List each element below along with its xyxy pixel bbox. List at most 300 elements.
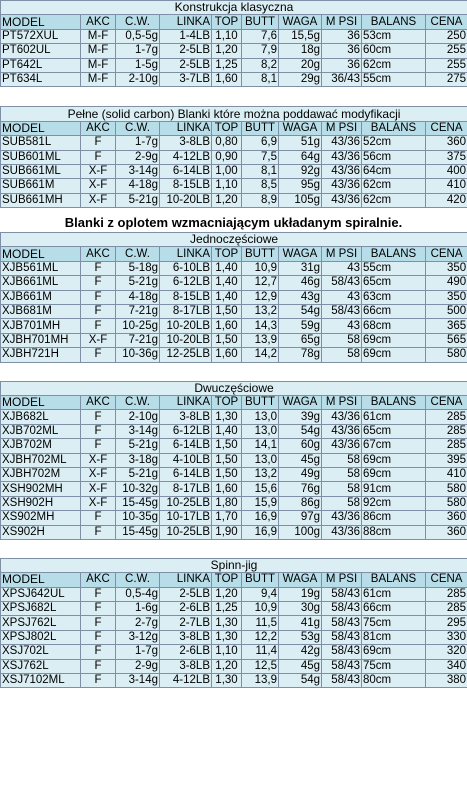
- cell-mpsi: 43/36: [322, 424, 362, 438]
- header-waga: WAGA: [279, 15, 322, 29]
- cell-waga: 31g: [279, 261, 322, 275]
- cell-top: 1,30: [212, 410, 242, 424]
- cell-akc: F: [81, 659, 116, 673]
- table-row: [1, 511, 467, 525]
- section-spacer: [0, 540, 467, 558]
- table-row: [1, 659, 467, 673]
- cell-butt: 13,0: [242, 453, 279, 467]
- table-row: [1, 179, 467, 193]
- cell-waga: 51g: [279, 136, 322, 150]
- cell-butt: 12,9: [242, 290, 279, 304]
- cell-linka: 2-5LB: [160, 58, 212, 72]
- cell-butt: 9,4: [242, 587, 279, 601]
- cell-linka: 4-12LB: [160, 150, 212, 164]
- cell-butt: 10,9: [242, 602, 279, 616]
- cell-balans: 65cm: [362, 424, 426, 438]
- table-row: [1, 630, 467, 644]
- table-row: [1, 496, 467, 510]
- header-row: [1, 15, 467, 29]
- cell-top: 1,60: [212, 482, 242, 496]
- cell-linka: 10-25LB: [160, 525, 212, 539]
- section-table: [0, 381, 467, 540]
- cell-top: 1,60: [212, 348, 242, 362]
- cell-waga: 45g: [279, 453, 322, 467]
- cell-waga: 18g: [279, 44, 322, 58]
- cell-model: SUB661M: [1, 179, 81, 193]
- cell-akc: M-F: [81, 44, 116, 58]
- cell-butt: 16,9: [242, 511, 279, 525]
- cell-balans: 64cm: [362, 164, 426, 178]
- cell-model: XSJ7102ML: [1, 674, 81, 688]
- cell-model: XPSJ682L: [1, 602, 81, 616]
- cell-cw: 3-18g: [116, 453, 160, 467]
- cell-cena: 420: [426, 193, 467, 207]
- cell-akc: F: [81, 616, 116, 630]
- cell-linka: 10-20LB: [160, 333, 212, 347]
- cell-model: SUB661MH: [1, 193, 81, 207]
- header-mpsi: M PSI: [322, 15, 362, 29]
- cell-linka: 2-6LB: [160, 602, 212, 616]
- cell-cena: 410: [426, 467, 467, 481]
- header-butt: BUTT: [242, 121, 279, 135]
- cell-waga: 41g: [279, 616, 322, 630]
- cell-cena: 285: [426, 410, 467, 424]
- cell-balans: 88cm: [362, 525, 426, 539]
- cell-mpsi: 43: [322, 290, 362, 304]
- cell-waga: 20g: [279, 58, 322, 72]
- header-cw: C.W.: [116, 395, 160, 409]
- cell-cw: 2-9g: [116, 659, 160, 673]
- cell-waga: 54g: [279, 305, 322, 319]
- cell-top: 1,20: [212, 193, 242, 207]
- cell-mpsi: 58/43: [322, 587, 362, 601]
- cell-top: 1,90: [212, 525, 242, 539]
- cell-balans: 62cm: [362, 193, 426, 207]
- section-table: [0, 232, 467, 363]
- cell-linka: 6-10LB: [160, 261, 212, 275]
- table-row: [1, 453, 467, 467]
- cell-model: PT634L: [1, 72, 81, 86]
- cell-top: 1,20: [212, 44, 242, 58]
- header-butt: BUTT: [242, 15, 279, 29]
- header-akc: AKC: [81, 573, 116, 587]
- section-table: [0, 558, 467, 689]
- header-butt: BUTT: [242, 573, 279, 587]
- header-row: [1, 573, 467, 587]
- header-cw: C.W.: [116, 573, 160, 587]
- cell-top: 1,60: [212, 72, 242, 86]
- cell-cw: 2-10g: [116, 72, 160, 86]
- cell-top: 1,50: [212, 305, 242, 319]
- cell-akc: X-F: [81, 193, 116, 207]
- cell-akc: X-F: [81, 333, 116, 347]
- header-balans: BALANS: [362, 121, 426, 135]
- cell-cw: 10-32g: [116, 482, 160, 496]
- cell-cena: 250: [426, 29, 467, 43]
- cell-cena: 360: [426, 525, 467, 539]
- cell-akc: F: [81, 150, 116, 164]
- cell-cena: 410: [426, 179, 467, 193]
- cell-balans: 67cm: [362, 439, 426, 453]
- cell-waga: 54g: [279, 674, 322, 688]
- cell-cw: 15-45g: [116, 496, 160, 510]
- section-table: [0, 0, 467, 87]
- cell-balans: 60cm: [362, 44, 426, 58]
- header-waga: WAGA: [279, 121, 322, 135]
- cell-linka: 3-7LB: [160, 72, 212, 86]
- cell-waga: 65g: [279, 333, 322, 347]
- cell-mpsi: 58/43: [322, 645, 362, 659]
- cell-top: 1,60: [212, 319, 242, 333]
- cell-cw: 5-21g: [116, 193, 160, 207]
- table-row: [1, 439, 467, 453]
- cell-mpsi: 58: [322, 348, 362, 362]
- cell-butt: 8,1: [242, 72, 279, 86]
- cell-mpsi: 43: [322, 319, 362, 333]
- section-title-row: [1, 381, 467, 395]
- cell-waga: 29g: [279, 72, 322, 86]
- cell-model: XSH902H: [1, 496, 81, 510]
- cell-model: XSH902MH: [1, 482, 81, 496]
- cell-linka: 6-12LB: [160, 276, 212, 290]
- cell-mpsi: 58: [322, 482, 362, 496]
- cell-butt: 14,2: [242, 348, 279, 362]
- section-title-row: [1, 107, 467, 121]
- cell-butt: 14,1: [242, 439, 279, 453]
- cell-butt: 12,7: [242, 276, 279, 290]
- header-top: TOP: [212, 15, 242, 29]
- cell-waga: 49g: [279, 467, 322, 481]
- cell-cw: 5-21g: [116, 439, 160, 453]
- cell-cena: 400: [426, 164, 467, 178]
- cell-model: XJBH721H: [1, 348, 81, 362]
- cell-mpsi: 58: [322, 496, 362, 510]
- cell-cena: 580: [426, 496, 467, 510]
- cell-waga: 105g: [279, 193, 322, 207]
- cell-butt: 15,9: [242, 496, 279, 510]
- cell-model: XJB701MH: [1, 319, 81, 333]
- cell-butt: 7,6: [242, 29, 279, 43]
- cell-mpsi: 58/43: [322, 674, 362, 688]
- cell-linka: 3-8LB: [160, 410, 212, 424]
- header-top: TOP: [212, 395, 242, 409]
- cell-model: XJB702M: [1, 439, 81, 453]
- cell-akc: F: [81, 439, 116, 453]
- cell-akc: F: [81, 319, 116, 333]
- cell-balans: 65cm: [362, 276, 426, 290]
- cell-linka: 10-25LB: [160, 496, 212, 510]
- cell-balans: 68cm: [362, 319, 426, 333]
- header-cw: C.W.: [116, 15, 160, 29]
- cell-model: XSJ702L: [1, 645, 81, 659]
- cell-top: 1,50: [212, 439, 242, 453]
- cell-butt: 13,0: [242, 424, 279, 438]
- section-title: Pełne (solid carbon) Blanki które można poddawać modyfikacji: [1, 107, 467, 121]
- header-model: MODEL: [1, 121, 81, 135]
- cell-waga: 45g: [279, 659, 322, 673]
- cell-cena: 565: [426, 333, 467, 347]
- cell-balans: 75cm: [362, 659, 426, 673]
- cell-akc: F: [81, 290, 116, 304]
- table-row: [1, 136, 467, 150]
- cell-balans: 81cm: [362, 630, 426, 644]
- cell-balans: 62cm: [362, 58, 426, 72]
- cell-akc: F: [81, 424, 116, 438]
- cell-linka: 6-14LB: [160, 164, 212, 178]
- section-title: Jednoczęściowe: [1, 233, 467, 247]
- header-linka: LINKA: [160, 15, 212, 29]
- header-mpsi: M PSI: [322, 573, 362, 587]
- cell-mpsi: 58/43: [322, 630, 362, 644]
- cell-model: XPSJ762L: [1, 616, 81, 630]
- table-row: [1, 276, 467, 290]
- cell-akc: F: [81, 645, 116, 659]
- cell-mpsi: 58: [322, 467, 362, 481]
- table-row: [1, 333, 467, 347]
- cell-waga: 78g: [279, 348, 322, 362]
- cell-waga: 53g: [279, 630, 322, 644]
- cell-top: 1,20: [212, 659, 242, 673]
- cell-model: SUB661ML: [1, 164, 81, 178]
- header-row: [1, 395, 467, 409]
- cell-cw: 5-21g: [116, 276, 160, 290]
- cell-cw: 1-7g: [116, 645, 160, 659]
- cell-model: XJB661M: [1, 290, 81, 304]
- cell-mpsi: 36: [322, 58, 362, 72]
- cell-akc: X-F: [81, 453, 116, 467]
- cell-linka: 6-14LB: [160, 467, 212, 481]
- cell-top: 1,40: [212, 261, 242, 275]
- cell-top: 1,25: [212, 58, 242, 72]
- header-cw: C.W.: [116, 121, 160, 135]
- cell-model: XSJ762L: [1, 659, 81, 673]
- table-row: [1, 193, 467, 207]
- cell-mpsi: 43/36: [322, 179, 362, 193]
- cell-cena: 255: [426, 44, 467, 58]
- cell-butt: 11,5: [242, 616, 279, 630]
- cell-mpsi: 43/36: [322, 193, 362, 207]
- header-mpsi: M PSI: [322, 395, 362, 409]
- cell-cw: 2-9g: [116, 150, 160, 164]
- cell-top: 1,30: [212, 616, 242, 630]
- cell-butt: 12,2: [242, 630, 279, 644]
- table-row: [1, 290, 467, 304]
- cell-balans: 69cm: [362, 348, 426, 362]
- cell-akc: X-F: [81, 482, 116, 496]
- cell-mpsi: 43/36: [322, 511, 362, 525]
- cell-waga: 97g: [279, 511, 322, 525]
- header-model: MODEL: [1, 573, 81, 587]
- table-row: [1, 305, 467, 319]
- cell-mpsi: 58/43: [322, 276, 362, 290]
- header-model: MODEL: [1, 395, 81, 409]
- cell-cena: 365: [426, 319, 467, 333]
- cell-linka: 6-12LB: [160, 424, 212, 438]
- cell-top: 1,40: [212, 276, 242, 290]
- header-balans: BALANS: [362, 15, 426, 29]
- header-balans: BALANS: [362, 395, 426, 409]
- cell-linka: 10-20LB: [160, 319, 212, 333]
- cell-butt: 8,5: [242, 179, 279, 193]
- cell-butt: 15,6: [242, 482, 279, 496]
- cell-waga: 76g: [279, 482, 322, 496]
- cell-top: 1,00: [212, 164, 242, 178]
- cell-cena: 360: [426, 136, 467, 150]
- cell-butt: 8,1: [242, 164, 279, 178]
- cell-butt: 13,2: [242, 305, 279, 319]
- cell-mpsi: 58/43: [322, 659, 362, 673]
- cell-cw: 1-7g: [116, 136, 160, 150]
- cell-balans: 69cm: [362, 333, 426, 347]
- cell-cena: 395: [426, 453, 467, 467]
- cell-akc: F: [81, 348, 116, 362]
- cell-mpsi: 43/36: [322, 150, 362, 164]
- cell-mpsi: 58: [322, 333, 362, 347]
- header-linka: LINKA: [160, 247, 212, 261]
- cell-balans: 69cm: [362, 467, 426, 481]
- table-row: [1, 261, 467, 275]
- cell-cw: 4-18g: [116, 290, 160, 304]
- cell-model: XJB681M: [1, 305, 81, 319]
- cell-cw: 7-21g: [116, 333, 160, 347]
- cell-akc: F: [81, 261, 116, 275]
- header-butt: BUTT: [242, 247, 279, 261]
- cell-waga: 95g: [279, 179, 322, 193]
- header-waga: WAGA: [279, 247, 322, 261]
- cell-model: XJB661ML: [1, 276, 81, 290]
- cell-balans: 91cm: [362, 482, 426, 496]
- section-title-row: [1, 1, 467, 15]
- cell-cw: 3-14g: [116, 164, 160, 178]
- cell-mpsi: 36/43: [322, 72, 362, 86]
- cell-cena: 285: [426, 602, 467, 616]
- cell-linka: 8-17LB: [160, 482, 212, 496]
- header-row: [1, 121, 467, 135]
- cell-top: 1,30: [212, 630, 242, 644]
- cell-balans: 66cm: [362, 305, 426, 319]
- cell-balans: 61cm: [362, 410, 426, 424]
- cell-top: 1,30: [212, 674, 242, 688]
- table-row: [1, 467, 467, 481]
- cell-model: XJBH702M: [1, 467, 81, 481]
- cell-model: XJBH702ML: [1, 453, 81, 467]
- cell-mpsi: 36: [322, 29, 362, 43]
- cell-butt: 13,9: [242, 674, 279, 688]
- cell-akc: X-F: [81, 496, 116, 510]
- header-top: TOP: [212, 573, 242, 587]
- table-row: [1, 72, 467, 86]
- cell-top: 1,50: [212, 333, 242, 347]
- header-row: [1, 247, 467, 261]
- cell-top: 1,20: [212, 587, 242, 601]
- table-row: [1, 44, 467, 58]
- cell-balans: 52cm: [362, 136, 426, 150]
- cell-akc: M-F: [81, 29, 116, 43]
- table-row: [1, 645, 467, 659]
- cell-model: XPSJ642UL: [1, 587, 81, 601]
- cell-waga: 100g: [279, 525, 322, 539]
- table-row: [1, 29, 467, 43]
- cell-linka: 2-5LB: [160, 587, 212, 601]
- section-title: Spinn-jig: [1, 558, 467, 572]
- cell-linka: 3-8LB: [160, 630, 212, 644]
- cell-waga: 30g: [279, 602, 322, 616]
- cell-waga: 60g: [279, 439, 322, 453]
- cell-top: 0,80: [212, 136, 242, 150]
- cell-cw: 3-14g: [116, 424, 160, 438]
- cell-akc: X-F: [81, 164, 116, 178]
- table-row: [1, 525, 467, 539]
- header-mpsi: M PSI: [322, 247, 362, 261]
- cell-waga: 64g: [279, 150, 322, 164]
- cell-cena: 360: [426, 511, 467, 525]
- cell-cw: 10-35g: [116, 511, 160, 525]
- cell-balans: 63cm: [362, 290, 426, 304]
- header-cena: CENA: [426, 247, 467, 261]
- header-cena: CENA: [426, 573, 467, 587]
- table-row: [1, 482, 467, 496]
- cell-cena: 275: [426, 72, 467, 86]
- cell-linka: 4-12LB: [160, 674, 212, 688]
- cell-linka: 2-6LB: [160, 645, 212, 659]
- cell-balans: 55cm: [362, 261, 426, 275]
- header-balans: BALANS: [362, 247, 426, 261]
- cell-linka: 8-17LB: [160, 305, 212, 319]
- cell-mpsi: 43/36: [322, 410, 362, 424]
- cell-cena: 350: [426, 261, 467, 275]
- header-balans: BALANS: [362, 573, 426, 587]
- cell-balans: 61cm: [362, 587, 426, 601]
- header-cw: C.W.: [116, 247, 160, 261]
- header-model: MODEL: [1, 15, 81, 29]
- cell-mpsi: 43/36: [322, 164, 362, 178]
- cell-cena: 285: [426, 587, 467, 601]
- cell-akc: F: [81, 276, 116, 290]
- cell-akc: F: [81, 602, 116, 616]
- cell-balans: 75cm: [362, 616, 426, 630]
- cell-akc: X-F: [81, 467, 116, 481]
- cell-akc: F: [81, 525, 116, 539]
- header-butt: BUTT: [242, 395, 279, 409]
- cell-waga: 92g: [279, 164, 322, 178]
- cell-mpsi: 58: [322, 453, 362, 467]
- cell-butt: 10,9: [242, 261, 279, 275]
- header-linka: LINKA: [160, 395, 212, 409]
- cell-butt: 13,9: [242, 333, 279, 347]
- cell-model: PT572XUL: [1, 29, 81, 43]
- cell-linka: 3-8LB: [160, 659, 212, 673]
- cell-model: XJB682L: [1, 410, 81, 424]
- cell-cw: 1-7g: [116, 44, 160, 58]
- section-title-row: [1, 558, 467, 572]
- spiral-braid-heading: Blanki z oplotem wzmacniającym układanym spiralnie.: [64, 215, 403, 231]
- table-row: [1, 150, 467, 164]
- cell-butt: 14,3: [242, 319, 279, 333]
- cell-butt: 13,2: [242, 467, 279, 481]
- cell-cena: 285: [426, 439, 467, 453]
- cell-cw: 2-7g: [116, 616, 160, 630]
- cell-cw: 1-6g: [116, 602, 160, 616]
- cell-balans: 56cm: [362, 150, 426, 164]
- cell-mpsi: 58/43: [322, 305, 362, 319]
- cell-waga: 15,5g: [279, 29, 322, 43]
- table-row: [1, 674, 467, 688]
- cell-akc: F: [81, 136, 116, 150]
- cell-cw: 5-18g: [116, 261, 160, 275]
- cell-butt: 8,9: [242, 193, 279, 207]
- cell-akc: F: [81, 410, 116, 424]
- cell-cena: 285: [426, 424, 467, 438]
